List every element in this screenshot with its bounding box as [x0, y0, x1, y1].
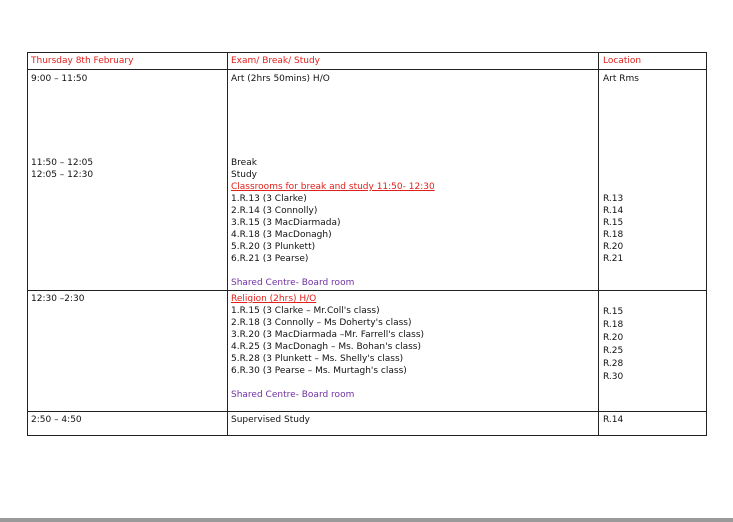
- room-line: 1.R.15 (3 Clarke – Mr.Coll's class): [231, 306, 380, 316]
- room-line: 5.R.20 (3 Plunkett): [231, 242, 316, 252]
- activity-line: Study: [231, 170, 257, 180]
- religion-heading: Religion (2hrs) H/O: [231, 294, 317, 304]
- room-line: 2.R.14 (3 Connolly): [231, 206, 318, 216]
- activity-cell: [231, 157, 435, 289]
- shared-centre-note: Shared Centre- Board room: [231, 278, 355, 288]
- location-line: R.21: [603, 254, 624, 264]
- header-location: Location: [603, 56, 642, 66]
- location-cell: [603, 306, 623, 384]
- header-date: Thursday 8th February: [31, 56, 134, 66]
- location-line: R.20: [603, 242, 624, 252]
- header-row: [27, 53, 707, 70]
- activity-cell: Art (2hrs 50mins) H/O: [231, 74, 330, 84]
- room-line: 3.R.15 (3 MacDiarmada): [231, 218, 341, 228]
- room-line: 6.R.21 (3 Pearse): [231, 254, 309, 264]
- shared-centre-note: Shared Centre- Board room: [231, 390, 355, 400]
- room-line: 2.R.18 (3 Connolly – Ms Doherty's class): [231, 318, 412, 328]
- location-line: R.30: [603, 372, 624, 382]
- time-cell: 12:30 –2:30: [31, 294, 85, 304]
- location-line: R.25: [603, 346, 624, 356]
- table-row: [27, 412, 707, 436]
- location-line: R.13: [603, 194, 624, 204]
- location-cell: [603, 193, 623, 265]
- location-line: R.15: [603, 218, 624, 228]
- header-exam: Exam/ Break/ Study: [231, 56, 321, 66]
- room-line: 3.R.20 (3 MacDiarmada –Mr. Farrell's class): [231, 330, 425, 340]
- activity-line: Break: [231, 158, 257, 168]
- location-line: R.28: [603, 359, 624, 369]
- room-line: 1.R.13 (3 Clarke): [231, 194, 307, 204]
- activity-cell: Supervised Study: [231, 415, 310, 425]
- time-cell: [31, 157, 93, 181]
- table-row: [27, 291, 707, 412]
- time-cell: 2:50 – 4:50: [31, 415, 82, 425]
- time-line: 11:50 – 12:05: [31, 158, 94, 168]
- room-line: 4.R.25 (3 MacDonagh – Ms. Bohan's class): [231, 342, 421, 352]
- schedule-table: [27, 52, 707, 436]
- room-line: 5.R.28 (3 Plunkett – Ms. Shelly's class): [231, 354, 404, 364]
- page-bottom-border: [0, 518, 733, 522]
- location-line: R.15: [603, 307, 624, 317]
- location-line: R.18: [603, 230, 624, 240]
- location-line: R.14: [603, 206, 624, 216]
- classrooms-heading: Classrooms for break and study 11:50- 12:30: [231, 182, 435, 192]
- location-line: R.20: [603, 333, 624, 343]
- location-cell: R.14: [603, 415, 624, 425]
- location-cell: Art Rms: [603, 74, 639, 84]
- time-line: 12:05 – 12:30: [31, 170, 94, 180]
- activity-cell: [231, 293, 424, 401]
- location-line: R.18: [603, 320, 624, 330]
- time-cell: 9:00 – 11:50: [31, 74, 88, 84]
- room-line: 6.R.30 (3 Pearse – Ms. Murtagh's class): [231, 366, 407, 376]
- table-row: [27, 70, 707, 291]
- room-line: 4.R.18 (3 MacDonagh): [231, 230, 332, 240]
